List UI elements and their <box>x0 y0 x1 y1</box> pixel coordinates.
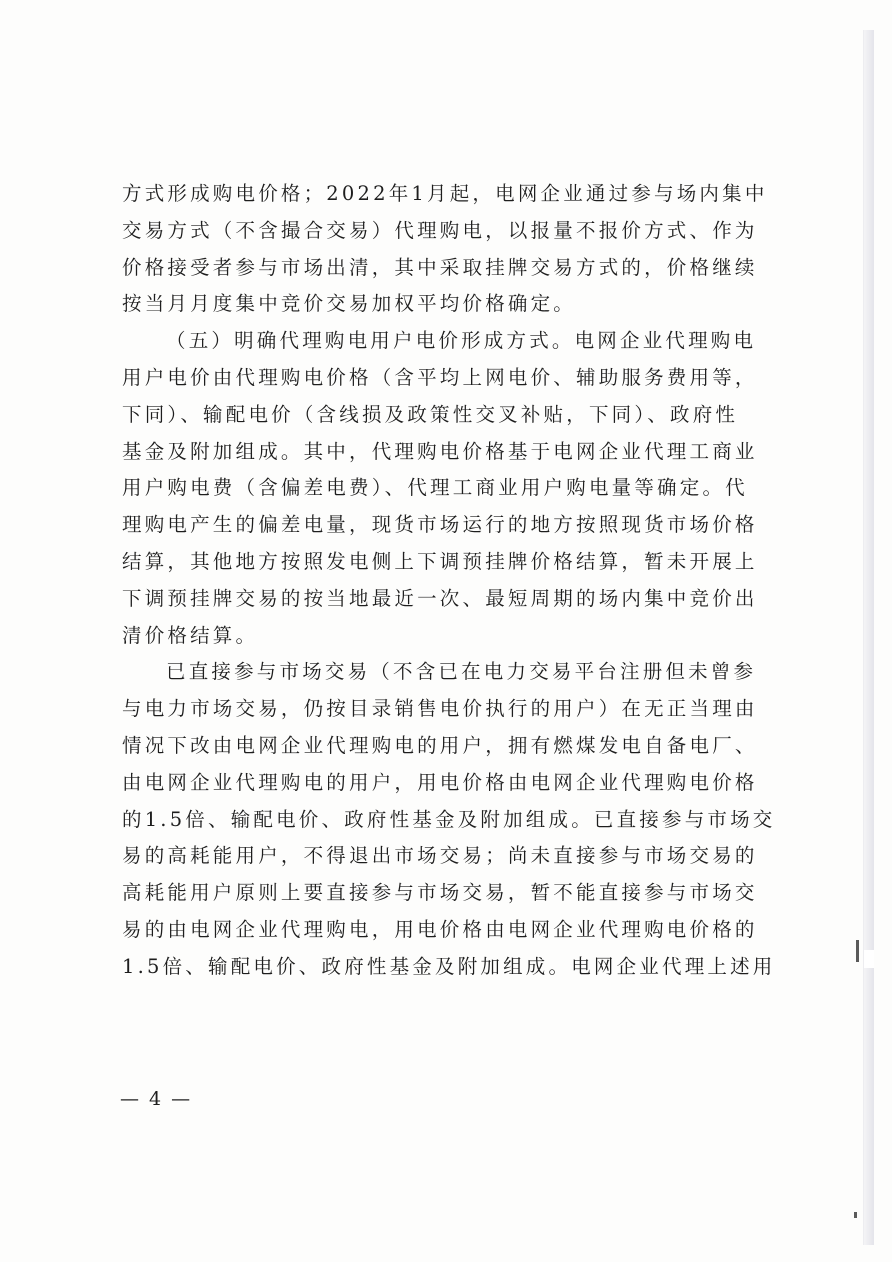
text-line: 用户购电费（含偏差电费）、代理工商业用户购电量等确定。代 <box>122 476 748 500</box>
text-line: 交易方式（不含撮合交易）代理购电，以报量不报价方式、作为 <box>122 218 758 242</box>
text-line: 价格接受者参与市场出清，其中采取挂牌交易方式的，价格继续 <box>122 255 758 279</box>
text-line: 按当月月度集中竞价交易加权平均价格确定。 <box>122 292 577 316</box>
text-line: 已直接参与市场交易（不含已在电力交易平台注册但未曾参 <box>166 660 757 684</box>
text-line: 由电网企业代理购电的用户，用电价格由电网企业代理购电价格 <box>122 770 758 794</box>
text-line: 下同）、输配电价（含线损及政策性交叉补贴，下同）、政府性 <box>122 402 739 426</box>
scan-edge-mark <box>856 940 859 962</box>
text-line: 高耗能用户原则上要直接参与市场交易，暂不能直接参与市场交 <box>122 881 758 905</box>
text-line: 用户电价由代理购电价格（含平均上网电价、辅助服务费用等， <box>122 365 758 389</box>
text-line: 易的由电网企业代理购电，用电价格由电网企业代理购电价格的 <box>122 917 758 941</box>
text-line: 1.5倍、输配电价、政府性基金及附加组成。电网企业代理上述用 <box>122 954 776 978</box>
text-line: 理购电产生的偏差电量，现货市场运行的地方按照现货市场价格 <box>122 513 758 537</box>
body-text <box>122 176 776 986</box>
text-line: （五）明确代理购电用户电价形成方式。电网企业代理购电 <box>166 329 757 353</box>
text-line: 易的高耗能用户，不得退出市场交易；尚未直接参与市场交易的 <box>122 844 758 868</box>
text-line: 与电力市场交易，仍按目录销售电价执行的用户）在无正当理由 <box>122 697 758 721</box>
text-line: 的1.5倍、输配电价、政府性基金及附加组成。已直接参与市场交 <box>122 807 776 831</box>
scan-edge-mark <box>854 1212 857 1218</box>
text-line: 清价格结算。 <box>122 623 259 647</box>
text-line: 情况下改由电网企业代理购电的用户，拥有燃煤发电自备电厂、 <box>122 733 758 757</box>
text-line: 结算，其他地方按照发电侧上下调预挂牌价格结算，暂未开展上 <box>122 549 758 573</box>
scan-edge-shadow <box>864 30 874 1245</box>
page-number: — 4 — <box>120 1088 193 1110</box>
text-line: 方式形成购电价格；2022年1月起，电网企业通过参与场内集中 <box>122 182 768 205</box>
text-line: 基金及附加组成。其中，代理购电价格基于电网企业代理工商业 <box>122 439 758 463</box>
scan-edge-gap <box>864 950 874 968</box>
text-line: 下调预挂牌交易的按当地最近一次、最短周期的场内集中竞价出 <box>122 586 758 610</box>
